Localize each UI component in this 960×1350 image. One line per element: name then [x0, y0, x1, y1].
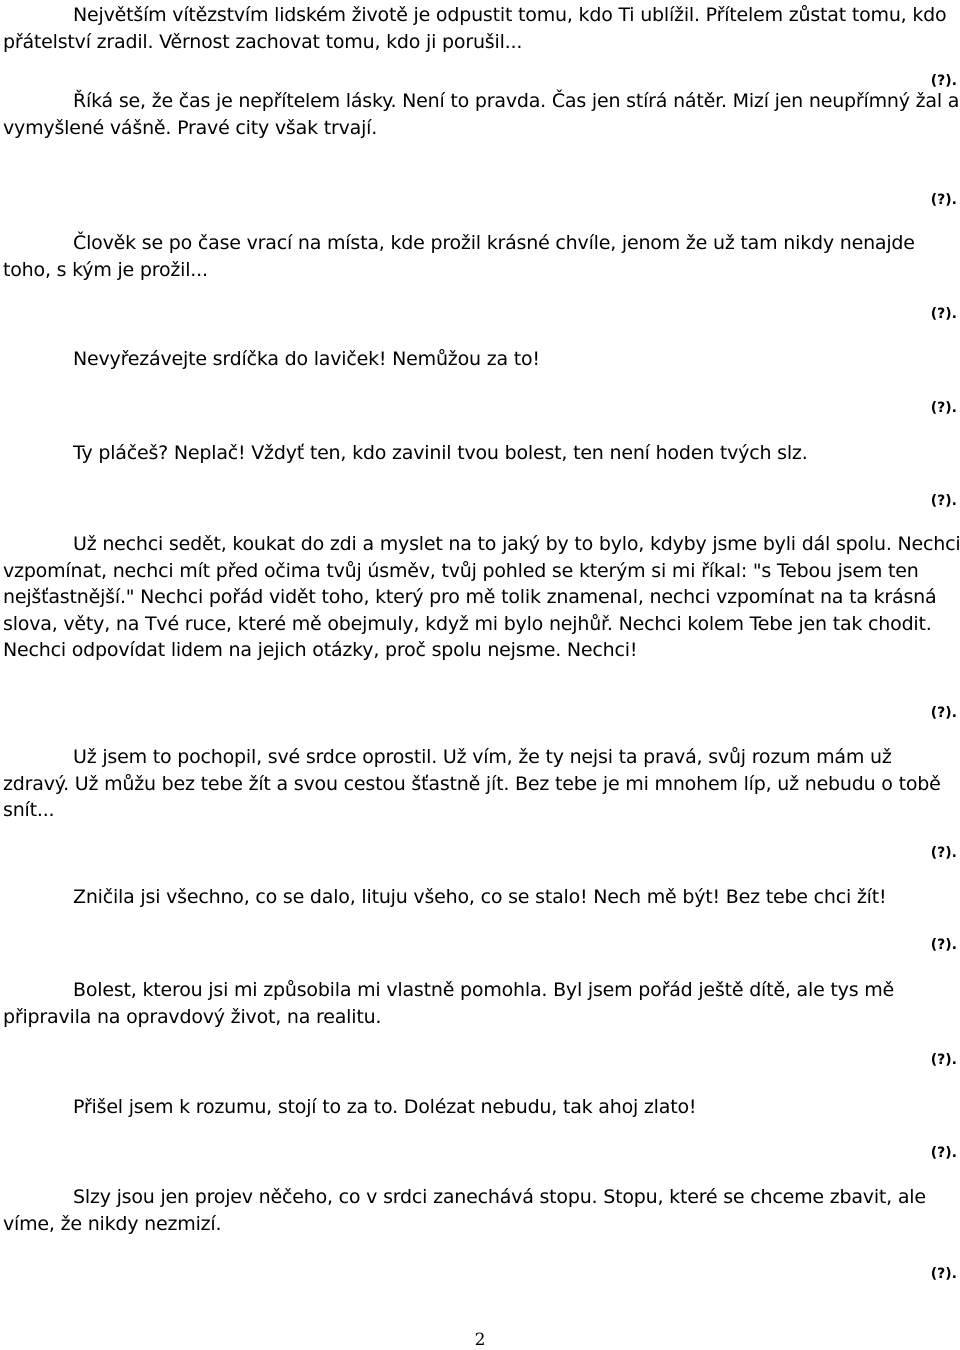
quote-paragraph: Nevyřezávejte srdíčka do laviček! Nemůžou za to! — [73, 348, 540, 370]
quote-paragraph: Přišel jsem k rozumu, stojí to za to. Dolézat nebudu, tak ahoj zlato! — [73, 1096, 697, 1118]
quote-paragraph: Člověk se po čase vrací na místa, kde prožil krásné chvíle, jenom že už tam nikdy nenajde toho, s kým je prožil... — [3, 232, 915, 281]
quote-paragraph: Už jsem to pochopil, své srdce oprostil. Už vím, že ty nejsi ta pravá, svůj rozum mám už zdravý. Už můžu bez tebe žít a svou cestou šťastně jít. Bez tebe je mi mnohem líp, už nebudu o tobě snít... — [3, 746, 941, 821]
quote-paragraph: Zničila jsi všechno, co se dalo, lituju všeho, co se stalo! Nech mě být! Bez tebe chci žít! — [73, 886, 887, 908]
quote-paragraph: Říká se, že čas je nepřítelem lásky. Není to pravda. Čas jen stírá nátěr. Mizí jen neupřímný žal a vymyšlené vášně. Pravé city však trvají. — [3, 90, 960, 139]
quote-source-marker: (?). — [930, 73, 957, 89]
quote-source-marker: (?). — [930, 705, 957, 721]
page-number: 2 — [474, 1330, 486, 1350]
quote-source-marker: (?). — [930, 192, 957, 208]
quote-paragraph: Bolest, kterou jsi mi způsobila mi vlastně pomohla. Byl jsem pořád ještě dítě, ale tys mě připravila na opravdový život, na realitu. — [3, 979, 895, 1028]
quote-paragraph: Už nechci sedět, koukat do zdi a myslet na to jaký by to bylo, kdyby jsme byli dál spolu. Nechci vzpomínat, nechci mít před očima tvůj úsměv, tvůj pohled se kterým si mi říkal: "s Tebou jsem ten nejšťastnější." Nechci pořád vidět toho, který pro mě tolik znamenal, nechci vzpomínat na ta krásná slova, věty, na Tvé ruce, které mě obejmuly, když mi bylo nejhůř. Nechci kolem Tebe jen tak chodit. Nechci odpovídat lidem na jejich otázky, proč spolu nejsme. Nechci! — [3, 533, 960, 661]
quote-source-marker: (?). — [930, 1052, 957, 1068]
quote-source-marker: (?). — [930, 400, 957, 416]
quote-source-marker: (?). — [930, 1145, 957, 1161]
quote-source-marker: (?). — [930, 493, 957, 509]
quote-paragraph: Největším vítězstvím lidském životě je odpustit tomu, kdo Ti ublížil. Přítelem zůstat tomu, kdo přátelství zradil. Věrnost zachovat tomu, kdo ji porušil... — [3, 4, 947, 53]
quote-source-marker: (?). — [930, 845, 957, 861]
quote-paragraph: Slzy jsou jen projev něčeho, co v srdci zanechává stopu. Stopu, které se chceme zbavit, ale víme, že nikdy nezmizí. — [3, 1186, 926, 1235]
quote-source-marker: (?). — [930, 937, 957, 953]
quote-paragraph: Ty pláčeš? Neplač! Vždyť ten, kdo zavinil tvou bolest, ten není hoden tvých slz. — [73, 442, 808, 464]
quote-source-marker: (?). — [930, 306, 957, 322]
quote-source-marker: (?). — [930, 1266, 957, 1282]
